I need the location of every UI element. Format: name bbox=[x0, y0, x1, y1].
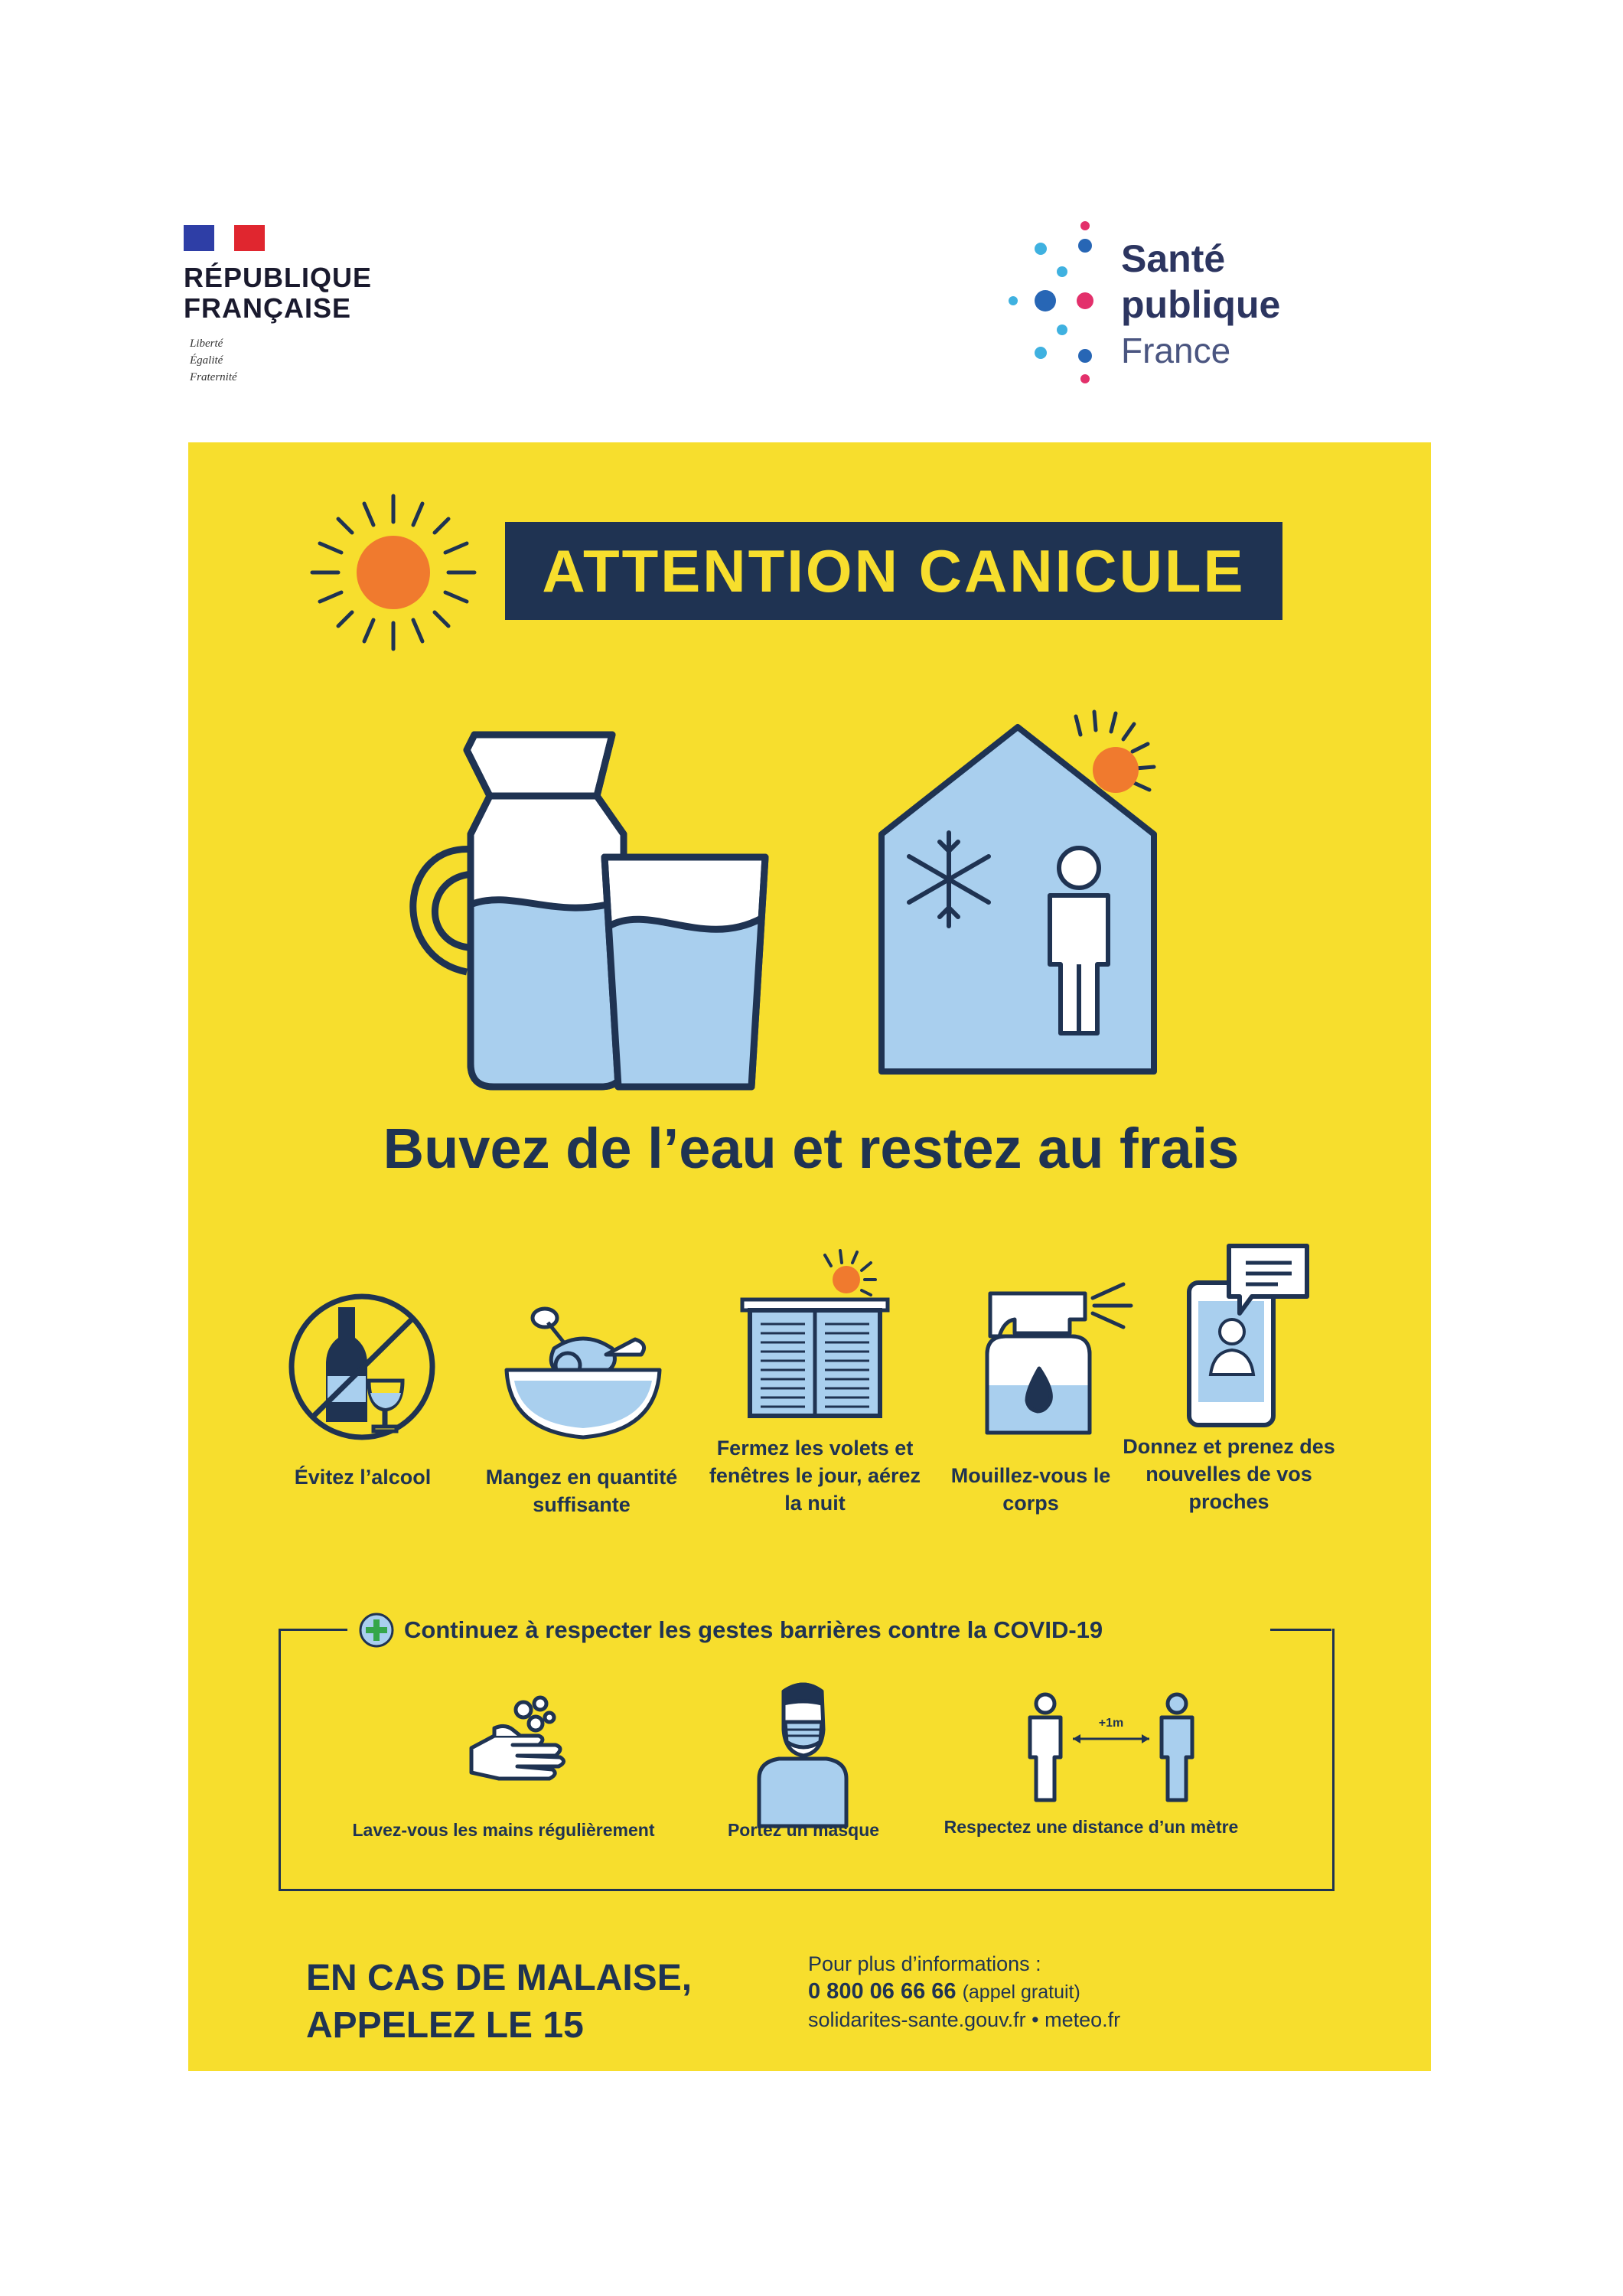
distance-label: +1m bbox=[1098, 1717, 1124, 1730]
info-phone-note: (appel gratuit) bbox=[962, 1981, 1080, 2003]
distance-icon bbox=[1024, 1691, 1200, 1806]
republique-francaise-title: RÉPUBLIQUE FRANÇAISE bbox=[184, 262, 373, 324]
sun-icon bbox=[305, 488, 482, 657]
tip-label-volets: Fermez les volets et fenêtres le jour, aérez la nuit bbox=[709, 1437, 921, 1515]
tip-label-alcool: Évitez l’alcool bbox=[294, 1466, 432, 1489]
info-phone-line bbox=[808, 1978, 1120, 2006]
covid-box-top-line bbox=[1270, 1629, 1331, 1631]
republique-francaise-flag-logo bbox=[184, 225, 265, 251]
covid-box-top-line bbox=[279, 1629, 347, 1631]
food-bowl-icon bbox=[491, 1301, 675, 1446]
sante-publique-france-wordmark: Santé publique France bbox=[1121, 237, 1281, 370]
tip-label-mouillez: Mouillez-vous le corps bbox=[950, 1464, 1111, 1515]
phone-message-icon bbox=[1178, 1240, 1316, 1431]
tip-label-manger: Mangez en quantité suffisante bbox=[485, 1466, 678, 1516]
plus-icon bbox=[358, 1612, 395, 1649]
spray-bottle-icon bbox=[970, 1263, 1139, 1446]
emergency-notice: EN CAS DE MALAISE, APPELEZ LE 15 bbox=[306, 1958, 693, 2046]
water-jug-and-glass-icon bbox=[383, 704, 781, 1102]
poster-title: ATTENTION CANICULE bbox=[542, 536, 1246, 605]
shutters-icon bbox=[735, 1246, 903, 1422]
covid-barrier-title-text: Continuez à respecter les gestes barrières contre la COVID-19 bbox=[404, 1616, 1103, 1643]
info-heading: Pour plus d’informations : bbox=[808, 1952, 1041, 1975]
covid-label-hands: Lavez-vous les mains régulièrement bbox=[352, 1820, 655, 1840]
tip-label-nouvelles: Donnez et prenez des nouvelles de vos proches bbox=[1123, 1435, 1335, 1513]
poster-title-banner bbox=[505, 522, 1282, 620]
info-websites: solidarites-sante.gouv.fr • meteo.fr bbox=[808, 2008, 1121, 2031]
poster-headline: Buvez de l’eau et restez au frais bbox=[383, 1117, 1240, 1180]
hand-washing-icon bbox=[464, 1690, 578, 1805]
no-alcohol-icon bbox=[274, 1290, 450, 1443]
more-info-block bbox=[808, 1950, 1120, 2033]
sante-publique-france-logo-icon bbox=[995, 218, 1110, 386]
covid-barrier-title bbox=[358, 1612, 1103, 1649]
republique-motto: Liberté Égalité Fraternité bbox=[190, 338, 237, 383]
mask-icon bbox=[753, 1676, 852, 1829]
info-phone-number: 0 800 06 66 66 bbox=[808, 1979, 957, 2004]
covid-label-mask: Portez un masque bbox=[727, 1820, 880, 1840]
cool-house-icon bbox=[872, 704, 1171, 1087]
covid-label-distance: Respectez une distance d’un mètre bbox=[943, 1817, 1239, 1837]
